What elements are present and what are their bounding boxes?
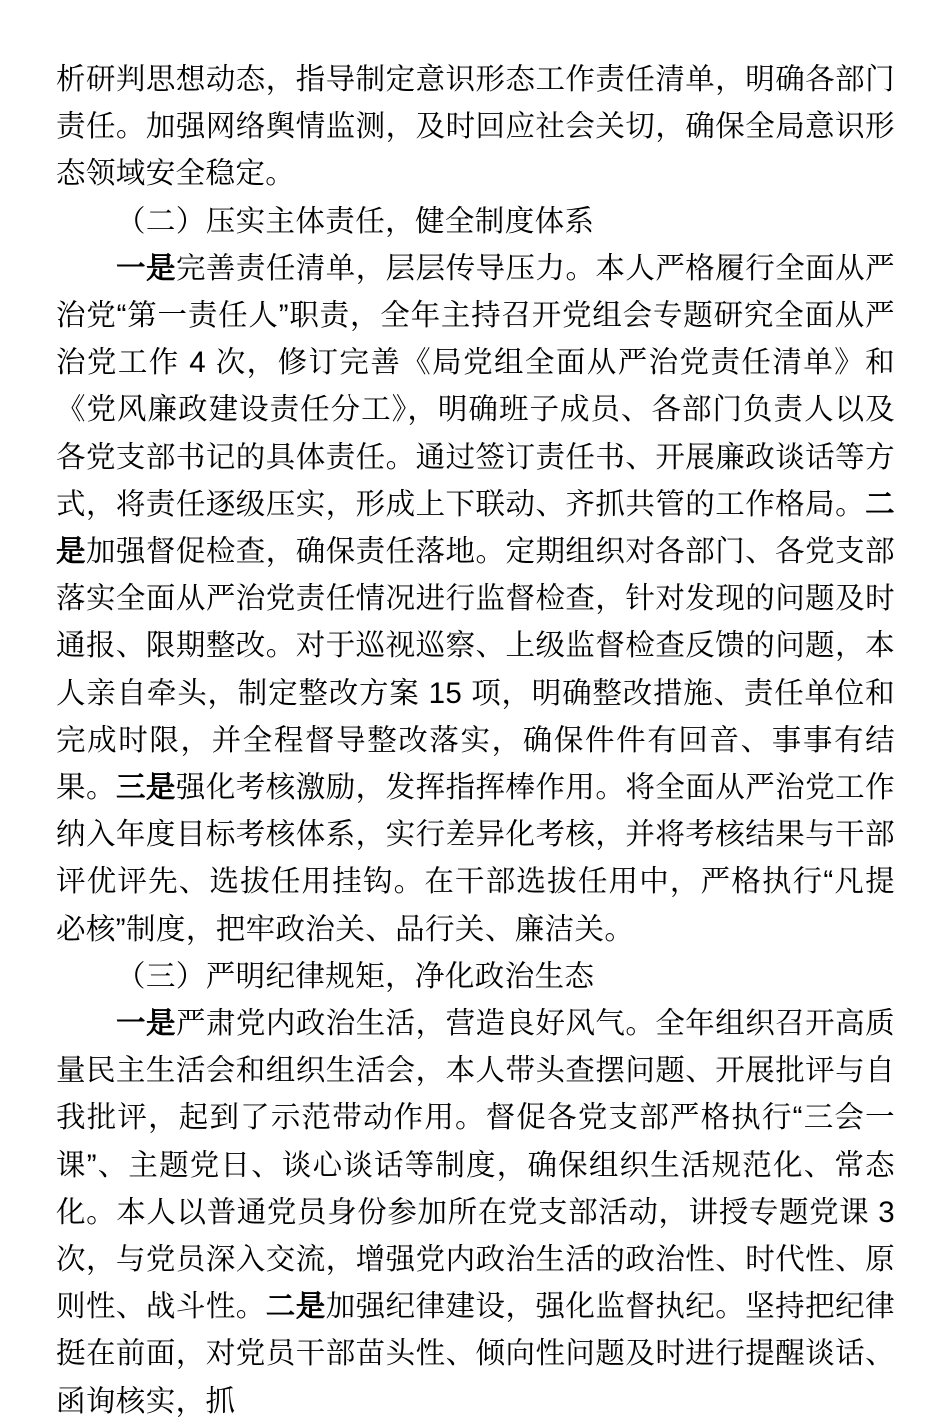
enumeration-marker: 一是 [116,251,176,285]
body-paragraph [56,1000,895,1425]
enumeration-marker: 二是 [265,1290,326,1324]
body-paragraph [56,245,895,953]
enumeration-marker: 二是 [56,487,895,569]
text-run: 析研判思想动态，指导制定意识形态工作责任清单，明确各部门责任。加强网络舆情监测，及时回应社会关切，确保全局意识形态领域安全稳定。 [56,63,895,191]
body-paragraph [56,56,895,198]
enumeration-marker: 一是 [116,1007,176,1041]
enumeration-marker: 三是 [115,771,176,805]
text-run: 严肃党内政治生活，营造良好风气。全年组织召开高质量民主生活会和组织生活会，本人带头查摆问题、开展批评与自我批评，起到了示范带动作用。督促各党支部严格执行“三会一课”、主题党日、谈心谈话等制度，确保组织生活规范化、常态化。本人以普通党员身份参加所在党支部活动，讲授专题党课 3 次，与党员深入交流，增强党内政治生活的政治性、时代性、原则性、战斗性。 [56,1007,895,1324]
section-heading [56,953,895,1000]
text-run: （二）压实主体责任，健全制度体系 [116,204,595,238]
text-run: 完善责任清单，层层传导压力。本人严格履行全面从严治党“第一责任人”职责，全年主持召开党组会专题研究全面从严治党工作 4 次，修订完善《局党组全面从严治党责任清单》和《党风廉政建设责任分工》，明确班子成员、各部门负责人以及各党支部书记的具体责任。通过签订责任书、开展廉政谈话等方式，将责任逐级压实，形成上下联动、齐抓共管的工作格局。 [56,251,895,521]
text-run: 加强纪律建设，强化监督执纪。坚持把纪律挺在前面，对党员干部苗头性、倾向性问题及时进行提醒谈话、函询核实，抓 [56,1290,895,1418]
document-text-body [56,56,895,1425]
text-run: 加强督促检查，确保责任落地。定期组织对各部门、各党支部落实全面从严治党责任情况进行监督检查，针对发现的问题及时通报、限期整改。对于巡视巡察、上级监督检查反馈的问题，本人亲自牵头，制定整改方案 15 项，明确整改措施、责任单位和完成时限，并全程督导整改落实，确保件件有回音、事事有结果。 [56,535,895,805]
section-heading [56,198,895,245]
text-run: 强化考核激励，发挥指挥棒作用。将全面从严治党工作纳入年度目标考核体系，实行差异化考核，并将考核结果与干部评优评先、选拔任用挂钩。在干部选拔任用中，严格执行“凡提必核”制度，把牢政治关、品行关、廉洁关。 [56,771,895,946]
text-run: （三）严明纪律规矩，净化政治生态 [116,959,595,993]
